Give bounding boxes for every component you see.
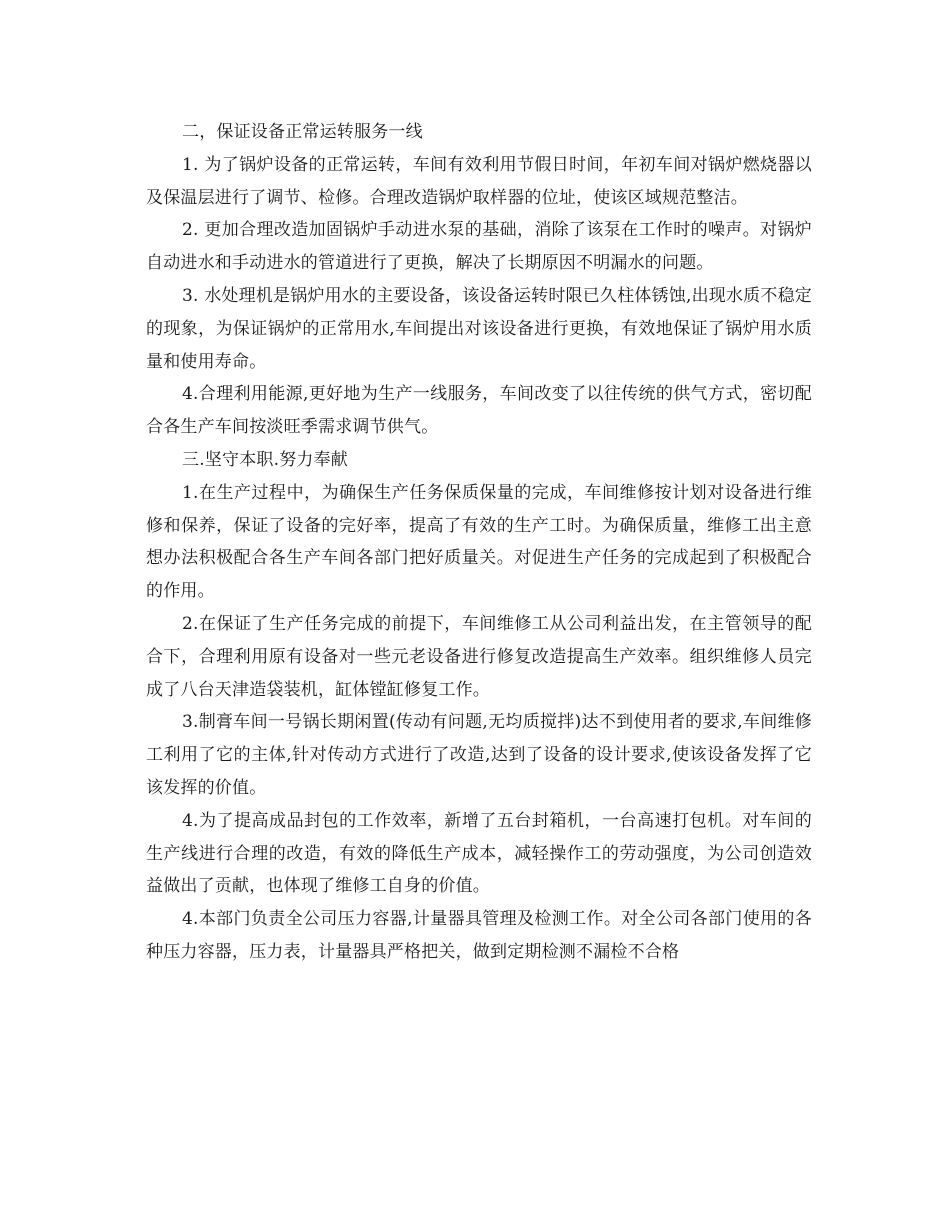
paragraph-3-1: 1.在生产过程中，为确保生产任务保质保量的完成，车间维修按计划对设备进行维修和保养，保证了设备的完好率，提高了有效的生产工时。为确保质量，维修工出主意想办法积极配合各生产车间各部门把好质量关。对促进生产任务的完成起到了积极配合的作用。	[146, 482, 812, 602]
paragraph-3-2: 2.在保证了生产任务完成的前提下，车间维修工从公司利益出发，在主管领导的配合下，合理利用原有设备对一些元老设备进行修复改造提高生产效率。组织维修人员完成了八台天津造袋装机，缸体镗缸修复工作。	[146, 613, 812, 700]
section-heading-2: 二，保证设备正常运转服务一线	[182, 122, 423, 142]
paragraph-2-2: 2. 更加合理改造加固锅炉手动进水泵的基础，消除了该泵在工作时的噪声。对锅炉自动进水和手动进水的管道进行了更换，解决了长期原因不明漏水的问题。	[146, 220, 812, 274]
paragraph-2-4: 4.合理利用能源,更好地为生产一线服务，车间改变了以往传统的供气方式，密切配合各生产车间按淡旺季需求调节供气。	[146, 384, 812, 438]
paragraph-3-3: 3.制膏车间一号锅长期闲置(传动有问题,无均质搅拌)达不到使用者的要求,车间维修工利用了它的主体,针对传动方式进行了改造,达到了设备的设计要求,使该设备发挥了它该发挥的价值。	[146, 712, 812, 798]
paragraph-3-4: 4.为了提高成品封包的工作效率，新增了五台封箱机，一台高速打包机。对车间的生产线进行合理的改造，有效的降低生产成本，减轻操作工的劳动强度，为公司创造效益做出了贡献，也体现了维修工自身的价值。	[146, 810, 812, 897]
document-body	[146, 116, 812, 969]
section-heading-3: 三.坚守本职.努力奉献	[182, 449, 349, 470]
paragraph-3-5: 4.本部门负责全公司压力容器,计量器具管理及检测工作。对全公司各部门使用的各种压力容器，压力表，计量器具严格把关，做到定期检测不漏检不合格	[146, 909, 812, 962]
paragraph-2-3: 3. 水处理机是锅炉用水的主要设备，该设备运转时限已久柱体锈蚀,出现水质不稳定的现象，为保证锅炉的正常用水,车间提出对该设备进行更换，有效地保证了锅炉用水质量和使用寿命。	[146, 285, 812, 372]
paragraph-2-1: 1. 为了锅炉设备的正常运转，车间有效利用节假日时间，年初车间对锅炉燃烧器以及保温层进行了调节、检修。合理改造锅炉取样器的位址，使该区域规范整洁。	[146, 154, 812, 208]
